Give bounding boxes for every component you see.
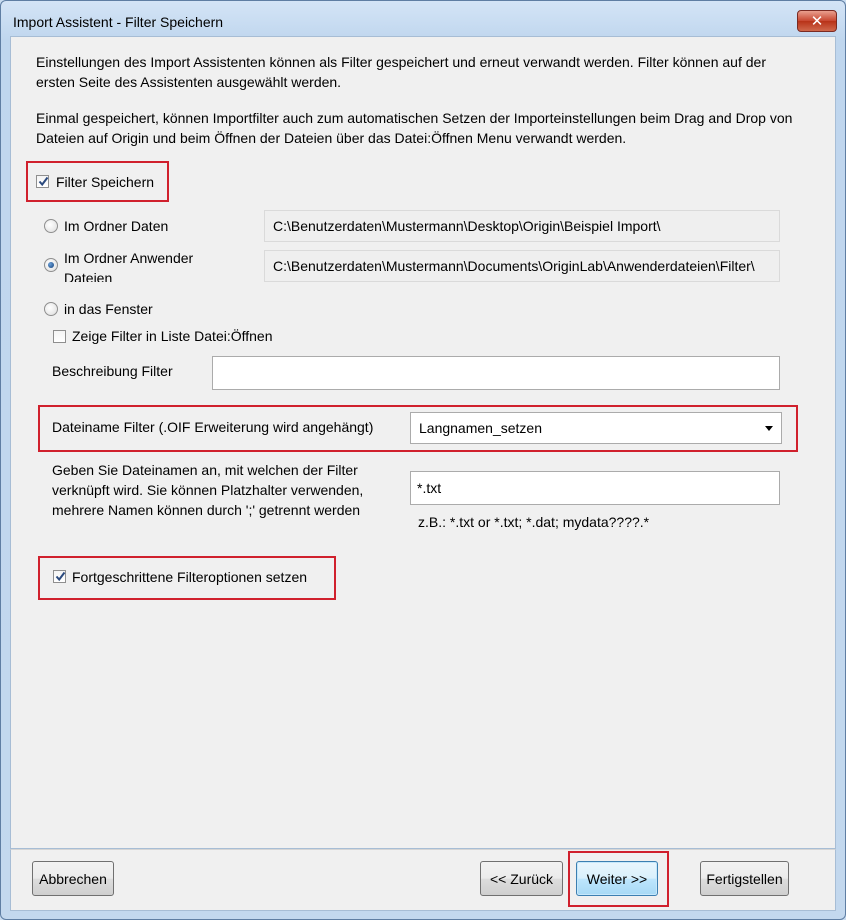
checkmark-icon <box>55 571 66 582</box>
cancel-button[interactable]: Abbrechen <box>32 861 114 896</box>
finish-button[interactable]: Fertigstellen <box>700 861 789 896</box>
user-files-folder-path: C:\Benutzerdaten\Mustermann\Documents\OriginLab\Anwenderdateien\Filter\ <box>264 250 780 282</box>
pattern-input[interactable] <box>410 471 780 505</box>
checkmark-icon <box>38 176 49 187</box>
intro-paragraph-1: Einstellungen des Import Assistenten können als Filter gespeichert und erneut verwandt werden. Filter können auf der ersten Seite des Assistenten ausgewählt werden. <box>36 54 766 90</box>
pattern-label: Geben Sie Dateinamen an, mit welchen der Filter verknüpft wird. Sie können Platzhalter verwenden, mehrere Namen können durch ';' getrennt werden <box>52 462 364 518</box>
chevron-down-icon[interactable] <box>765 426 773 431</box>
advanced-options-checkbox[interactable] <box>53 570 66 583</box>
window-title: Import Assistent - Filter Speichern <box>13 14 224 30</box>
show-in-list-label[interactable]: Zeige Filter in Liste Datei:Öffnen <box>72 328 273 344</box>
radio-user-files-folder[interactable] <box>44 258 58 272</box>
filename-dropdown[interactable] <box>410 412 782 444</box>
filename-label: Dateiname Filter (.OIF Erweiterung wird angehängt) <box>52 419 374 435</box>
intro-paragraph-2: Einmal gespeichert, können Importfilter auch zum automatischen Setzen der Importeinstellungen beim Drag and Drop von Dateien auf Origin und beim Öffnen der Dateien über das Datei:Öffnen Menu verwandt werden. <box>36 110 793 146</box>
description-label: Beschreibung Filter <box>52 363 173 379</box>
show-in-list-checkbox[interactable] <box>53 330 66 343</box>
save-filter-checkbox[interactable] <box>36 175 49 188</box>
save-filter-label[interactable]: Filter Speichern <box>56 174 155 190</box>
radio-into-window[interactable] <box>44 302 58 316</box>
advanced-options-label[interactable]: Fortgeschrittene Filteroptionen setzen <box>72 569 308 585</box>
close-icon: ✕ <box>810 11 824 30</box>
pattern-hint: z.B.: *.txt or *.txt; *.dat; mydata????.* <box>418 514 650 530</box>
description-input[interactable] <box>212 356 780 390</box>
next-button[interactable]: Weiter >> <box>576 861 658 896</box>
filename-selected-value: Langnamen_setzen <box>419 420 542 436</box>
radio-user-files-folder-label[interactable]: Im Ordner Anwender Dateien <box>64 250 194 282</box>
radio-data-folder[interactable] <box>44 219 58 233</box>
close-button[interactable] <box>797 10 837 32</box>
radio-data-folder-label[interactable]: Im Ordner Daten <box>64 218 169 234</box>
data-folder-path: C:\Benutzerdaten\Mustermann\Desktop\Origin\Beispiel Import\ <box>264 210 780 242</box>
back-button[interactable]: << Zurück <box>480 861 563 896</box>
radio-into-window-label[interactable]: in das Fenster <box>64 301 153 317</box>
